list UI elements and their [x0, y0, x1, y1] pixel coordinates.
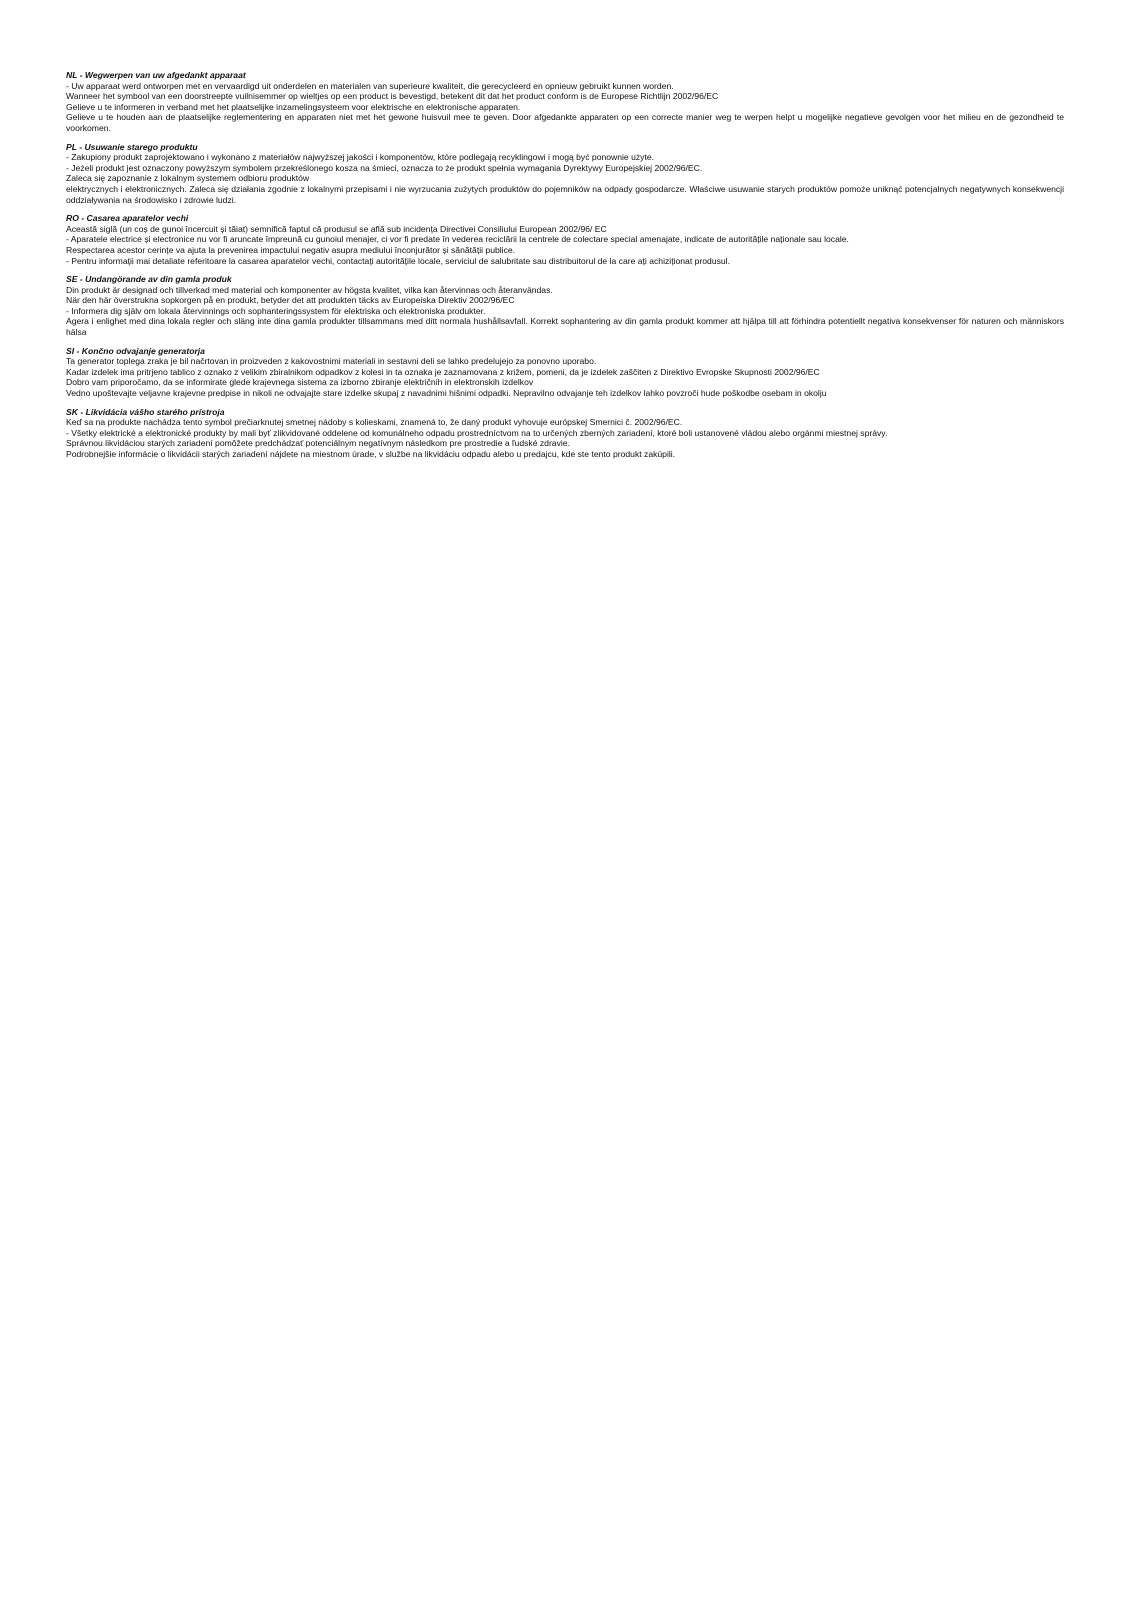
- paragraph: Správnou likvidáciou starých zariadení pomôžete predchádzať potenciálnym negatívnym následkom pre prostredie a ľudské zdravie.: [66, 438, 570, 449]
- section-title: SK - Likvidácia vášho starého prístroja: [66, 406, 225, 417]
- paragraph: Gelieve u te houden aan de plaatselijke reglementering en apparaten niet met het gewone huisvuil mee te geven. Door afgedankte apparaten op een correcte manier weg te werpen helpt u mogelijke negatieve gevolgen voor het milieu en de gezondheid te voorkomen.: [66, 112, 1064, 133]
- paragraph: - Všetky elektrické a elektronické produkty by mali byť zlikvidované oddelene od komunálneho odpadu prostredníctvom na to určených zberných zariadení, ktoré boli ustanovené vládou alebo orgánmi miestnej správy.: [66, 427, 888, 438]
- paragraph: - Jeżeli produkt jest oznaczony powyższym symbolem przekreślonego kosza na śmieci, oznacza to że produkt spełnia wymagania Dyrektywy Europejskiej 2002/96/EC.: [66, 162, 703, 173]
- paragraph: elektrycznych i elektronicznych. Zaleca się działania zgodnie z lokalnymi przepisami i nie wyrzucania zużytych produktów do pojemników na odpady gospodarcze. Właściwe usuwanie starych produktów pomoże uniknąć potencjalnych negatywnych konsekwencji oddziaływania na środowisko i zdrowie ludzi.: [66, 183, 1064, 205]
- paragraph: - Aparatele electrice și electronice nu vor fi aruncate împreună cu gunoiul menajer, ci vor fi predate în vederea reciclării la centrele de colectare special amenajate, indicate de autoritățile naționale sau locale.: [66, 234, 849, 245]
- section-si: [66, 346, 1064, 399]
- paragraph: Din produkt är designad och tillverkad med material och komponenter av högsta kvalitet, vilka kan återvinnas och återanvändas.: [66, 284, 553, 295]
- paragraph: Dobro vam priporočamo, da se informirate glede krajevnega sistema za izborno zbiranje električnih in elektronskih izdelkov: [66, 377, 534, 388]
- paragraph: Podrobnejšie informácie o likvidácii starých zariadení nájdete na miestnom úrade, v službe na likvidáciu odpadu alebo u predajcu, kde ste tento produkt zakúpili.: [66, 449, 676, 459]
- paragraph: Keď sa na produkte nachádza tento symbol prečiarknutej smetnej nádoby s kolieskami, znamená to, že daný produkt vyhovuje európskej Smernici č. 2002/96/EC.: [66, 417, 683, 428]
- paragraph: Respectarea acestor cerințe va ajuta la prevenirea impactului negativ asupra mediului înconjurător și sănătății publice.: [66, 244, 516, 255]
- section-sk: [66, 407, 1064, 460]
- section-title: NL - Wegwerpen van uw afgedankt apparaat: [66, 70, 246, 80]
- paragraph: - Uw apparaat werd ontworpen met en vervaardigd uit onderdelen en materialen van superieure kwaliteit, die gerecycleerd en opnieuw gebruikt kunnen worden.: [66, 80, 674, 91]
- paragraph: Vedno upoštevajte veljavne krajevne predpise in nikoli ne odvajajte stare izdelke skupaj z navadnimi hišnimi odpadki. Nepravilno odvajanje teh izdelkov lahko povzroči hude poškodbe osebam in okolju: [66, 388, 827, 399]
- section-nl: [66, 70, 1064, 134]
- paragraph: Agera i enlighet med dina lokala regler och släng inte dina gamla produkter tillsammans med ditt normala hushållsavfall. Korrekt sophantering av din gamla produkt kommer att hjälpa till att förhindra potentiellt negativa konsekvenser för naturen och människors hälsa: [66, 316, 1064, 338]
- section-ro: [66, 213, 1064, 266]
- section-se: [66, 274, 1064, 338]
- paragraph: Gelieve u te informeren in verband met het plaatselijke inzamelingsysteem voor elektrische en elektronische apparaten.: [66, 101, 521, 112]
- paragraph: Ta generator toplega zraka je bil načrtovan in proizveden z kakovostnimi materiali in sestavni deli se lahko predelujejo za ponovno uporabo.: [66, 356, 597, 367]
- section-title: SE - Undangörande av din gamla produk: [66, 274, 232, 285]
- paragraph: När den här överstrukna sopkorgen på en produkt, betyder det att produkten täcks av Europeiska Direktiv 2002/96/EC: [66, 295, 515, 306]
- section-title: PL - Usuwanie starego produktu: [66, 141, 198, 152]
- paragraph: - Zakupiony produkt zaprojektowano i wykonano z materiałów najwyższej jakości i komponentów, które podlegają recyklingowi i mogą być ponownie użyte.: [66, 152, 655, 163]
- paragraph: - Pentru informații mai detaliate referitoare la casarea aparatelor vechi, contactați autoritățile locale, serviciul de salubritate sau distribuitorul de la care ați achiziționat produsul.: [66, 255, 730, 266]
- paragraph: Wanneer het symbool van een doorstreepte vuilnisemmer op wieltjes op een product is bevestigd, betekent dit dat het product conform is de Europese Richtlijn 2002/96/EC: [66, 91, 719, 102]
- paragraph: Această siglă (un coș de gunoi încercuit și tăiat) semnifică faptul că produsul se află sub incidența Directivei Consiliului European 2002/96/ EC: [66, 223, 607, 234]
- section-title: SI - Končno odvajanje generatorja: [66, 345, 205, 356]
- section-pl: [66, 142, 1064, 206]
- paragraph: Zaleca się zapoznanie z lokalnym systemem odbioru produktów: [66, 173, 310, 184]
- section-title: RO - Casarea aparatelor vechi: [66, 213, 189, 224]
- paragraph: Kadar izdelek ima pritrjeno tablico z oznako z velikim zbiralnikom odpadkov z kolesi in ta oznaka je zaznamovana z križem, pomeni, da je izdelek zaščiten z Direktivo Evropske Skupnosti 2002/96/EC: [66, 366, 820, 377]
- document-page: [66, 70, 1064, 468]
- paragraph: - Informera dig själv om lokala återvinnings och sophanteringssystem för elektriska och elektroniska produkter.: [66, 305, 486, 316]
